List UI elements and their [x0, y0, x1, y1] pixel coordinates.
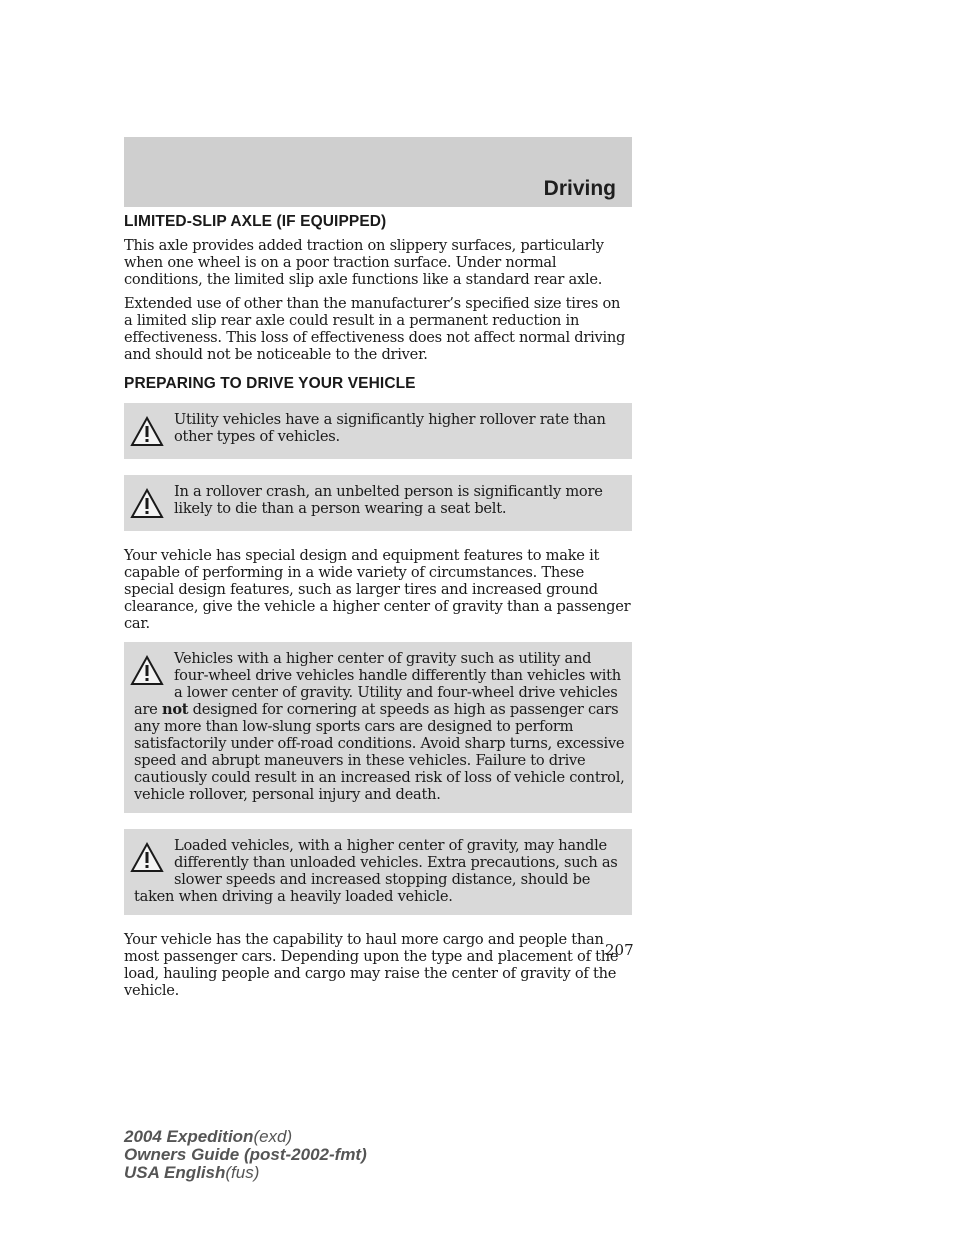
warning-box-1 [124, 403, 632, 459]
prepare-paragraph-1: Your vehicle has special design and equipment features to make it capable of performing in a wide variety of circumstances. These special design features, such as larger tires and increased ground clearance, give the vehicle a higher center of gravity than a passenger car. [124, 547, 631, 632]
footer-model-code: (exd) [253, 1127, 293, 1146]
page-content [124, 213, 632, 1006]
axle-heading: LIMITED-SLIP AXLE (IF EQUIPPED) [124, 213, 387, 230]
prepare-heading: PREPARING TO DRIVE YOUR VEHICLE [124, 375, 416, 392]
warning-box-2 [124, 475, 632, 531]
footer-language: USA English [124, 1163, 226, 1182]
footer-line-3 [124, 1164, 367, 1182]
prepare-paragraph-2: Your vehicle has the capability to haul more cargo and people than most passenger cars. Depending upon the type and placement of the load, hauling people and cargo may raise the center of gravity of the vehicle. [124, 931, 619, 999]
document-footer [124, 1128, 367, 1182]
section-header-band [124, 137, 632, 207]
warning-text-3 [130, 650, 626, 803]
page-number: 207 [605, 941, 634, 959]
warning-triangle-icon [130, 654, 164, 688]
footer-model: 2004 Expedition [124, 1127, 254, 1146]
warning-box-3 [124, 642, 632, 813]
warning-text-3-emphasis: not [161, 701, 189, 718]
warning-triangle-icon [130, 487, 164, 521]
footer-language-code: (fus) [225, 1163, 260, 1182]
footer-line-2 [124, 1146, 367, 1164]
axle-paragraph-2: Extended use of other than the manufacturer’s specified size tires on a limited slip rear axle could result in a permanent reduction in effectiveness. This loss of effectiveness does not affect normal driving and should not be noticeable to the driver. [124, 295, 626, 363]
warning-text-4: Loaded vehicles, with a higher center of gravity, may handle differently than unloaded vehicles. Extra precautions, such as slower speeds and increased stopping distance, should be taken when driving a heavily loaded vehicle. [134, 837, 618, 905]
footer-guide: Owners Guide (post-2002-fmt) [124, 1145, 367, 1164]
warning-text-3-part-a: Vehicles with a higher center of gravity such as utility and four-wheel drive vehicles handle differently than vehicles with a lower center of gravity. Utility and four-wheel drive vehicles are [134, 650, 621, 718]
axle-paragraph-1: This axle provides added traction on slippery surfaces, particularly when one wheel is on a poor traction surface. Under normal conditions, the limited slip axle functions like a standard rear axle. [124, 237, 604, 288]
warning-triangle-icon [130, 415, 164, 449]
warning-triangle-icon [130, 841, 164, 875]
warning-text-1: Utility vehicles have a significantly higher rollover rate than other types of vehicles. [174, 411, 606, 445]
warning-box-4 [124, 829, 632, 915]
footer-line-1 [124, 1128, 367, 1146]
warning-text-3-part-b: designed for cornering at speeds as high as passenger cars any more than low-slung sports cars are designed to perform satisfactorily under off-road conditions. Avoid sharp turns, excessive speed and abrupt maneuvers in these vehicles. Failure to drive cautiously could result in an increased risk of loss of vehicle control, vehicle rollover, personal injury and death. [134, 701, 625, 803]
section-title: Driving [543, 177, 616, 200]
warning-text-2: In a rollover crash, an unbelted person is significantly more likely to die than a person wearing a seat belt. [174, 483, 603, 517]
